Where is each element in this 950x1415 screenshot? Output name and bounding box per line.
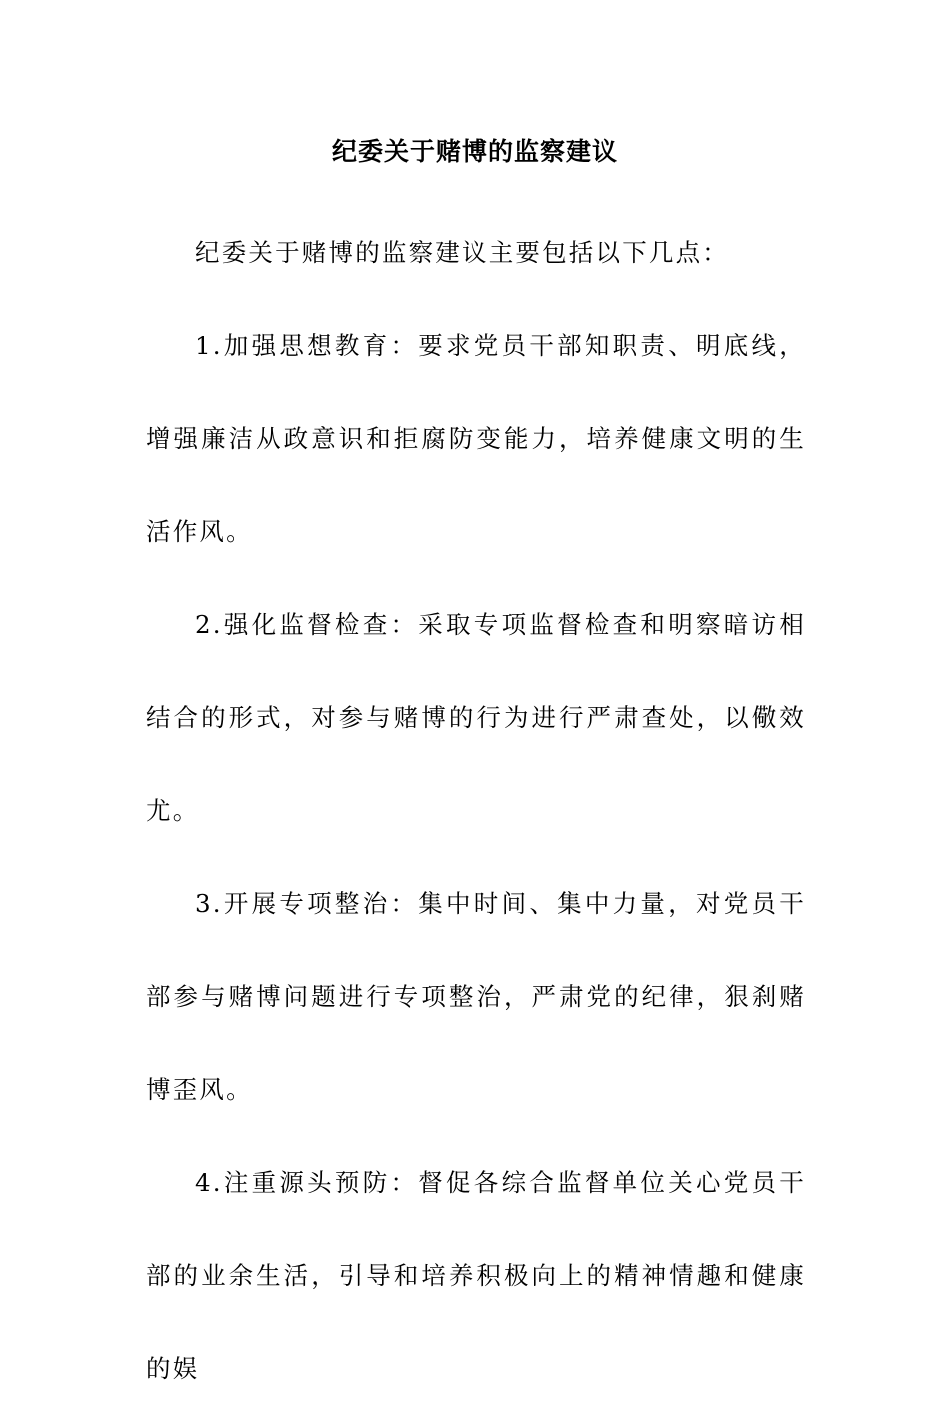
- point-paragraph-2: 2.强化监督检查：采取专项监督检查和明察暗访相结合的形式，对参与赌博的行为进行严肃查处，以儆效尤。: [146, 610, 806, 825]
- point-paragraph-1: 1.加强思想教育：要求党员干部知职责、明底线，增强廉洁从政意识和拒腐防变能力，培养健康文明的生活作风。: [146, 331, 806, 546]
- intro-paragraph: 纪委关于赌博的监察建议主要包括以下几点：: [195, 238, 729, 267]
- point-paragraph-3: 3.开展专项整治：集中时间、集中力量，对党员干部参与赌博问题进行专项整治，严肃党的纪律，狠刹赌博歪风。: [146, 889, 806, 1104]
- point-paragraph-4: 4.注重源头预防：督促各综合监督单位关心党员干部的业余生活，引导和培养积极向上的精神情趣和健康的娱: [146, 1168, 806, 1383]
- document-title: 纪委关于赌博的监察建议: [331, 137, 618, 166]
- document-body: [146, 206, 806, 1415]
